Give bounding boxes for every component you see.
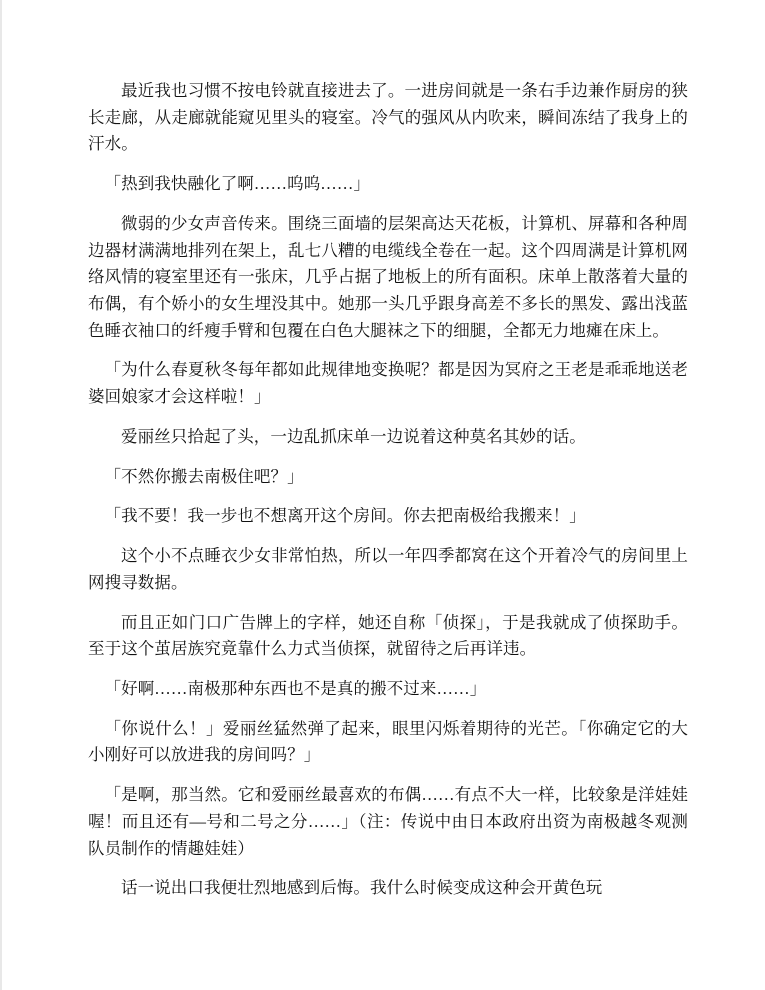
paragraph: 「不然你搬去南极住吧？」 [104,466,304,486]
document-body [88,78,688,902]
paragraph: 爱丽丝只拾起了头，一边乱抓床单一边说着这种莫名其妙的话。 [121,426,586,446]
paragraph: 「热到我快融化了啊……呜呜……」 [104,174,371,194]
paragraph: 最近我也习惯不按电铃就直接进去了。一进房间就是一条右手边兼作厨房的狭长走廊，从走廊就能窥见里头的寝室。冷气的强风从内吹来，瞬间冻结了我身上的汗水。 [88,81,688,154]
paragraph: 话一说出口我便壮烈地感到后悔。我什么时候变成这种会开黄色玩 [121,878,603,898]
paragraph: 而且正如门口广告牌上的字样，她还自称「侦探」，于是我就成了侦探助手。至于这个茧居族究竟靠什么力式当侦探，就留待之后再详违。 [88,612,688,659]
paragraph: 「你说什么！」爱丽丝猛然弹了起来，眼里闪烁着期待的光芒。「你确定它的大小刚好可以放进我的房间吗？」 [88,718,688,765]
paragraph: 「是啊，那当然。它和爱丽丝最喜欢的布偶……有点不大一样，比较象是洋娃娃喔！而且还有—号和二号之分……」（注：传说中由日本政府出资为南极越冬观测队员制作的情趣娃娃） [88,785,688,858]
paragraph: 微弱的少女声音传来。围绕三面墙的层架高达天花板，计算机、屏幕和各种周边器材满满地排列在架上，乱七八糟的电缆线全卷在一起。这个四周满是计算机网络风情的寝室里还有一张床，几乎占据了地板上的所有面积。床单上散落着大量的布偶，有个娇小的女生埋没其中。她那一头几乎跟身高差不多长的黑发、露出浅蓝色睡衣袖口的纤瘦手臂和包覆在白色大腿袜之下的细腿，全都无力地瘫在床上。 [88,213,688,340]
page-left-edge [0,0,2,990]
paragraph: 「好啊……南极那种东西也不是真的搬不过来……」 [104,678,487,698]
paragraph: 「我不要！我一步也不想离开这个房间。你去把南极给我搬来！」 [104,506,586,526]
paragraph: 「为什么春夏秋冬每年都如此规律地变换呢？都是因为冥府之王老是乖乖地送老婆回娘家才会这样啦！」 [88,360,688,407]
paragraph: 这个小不点睡衣少女非常怕热，所以一年四季都窝在这个开着冷气的房间里上网搜寻数据。 [88,546,688,592]
